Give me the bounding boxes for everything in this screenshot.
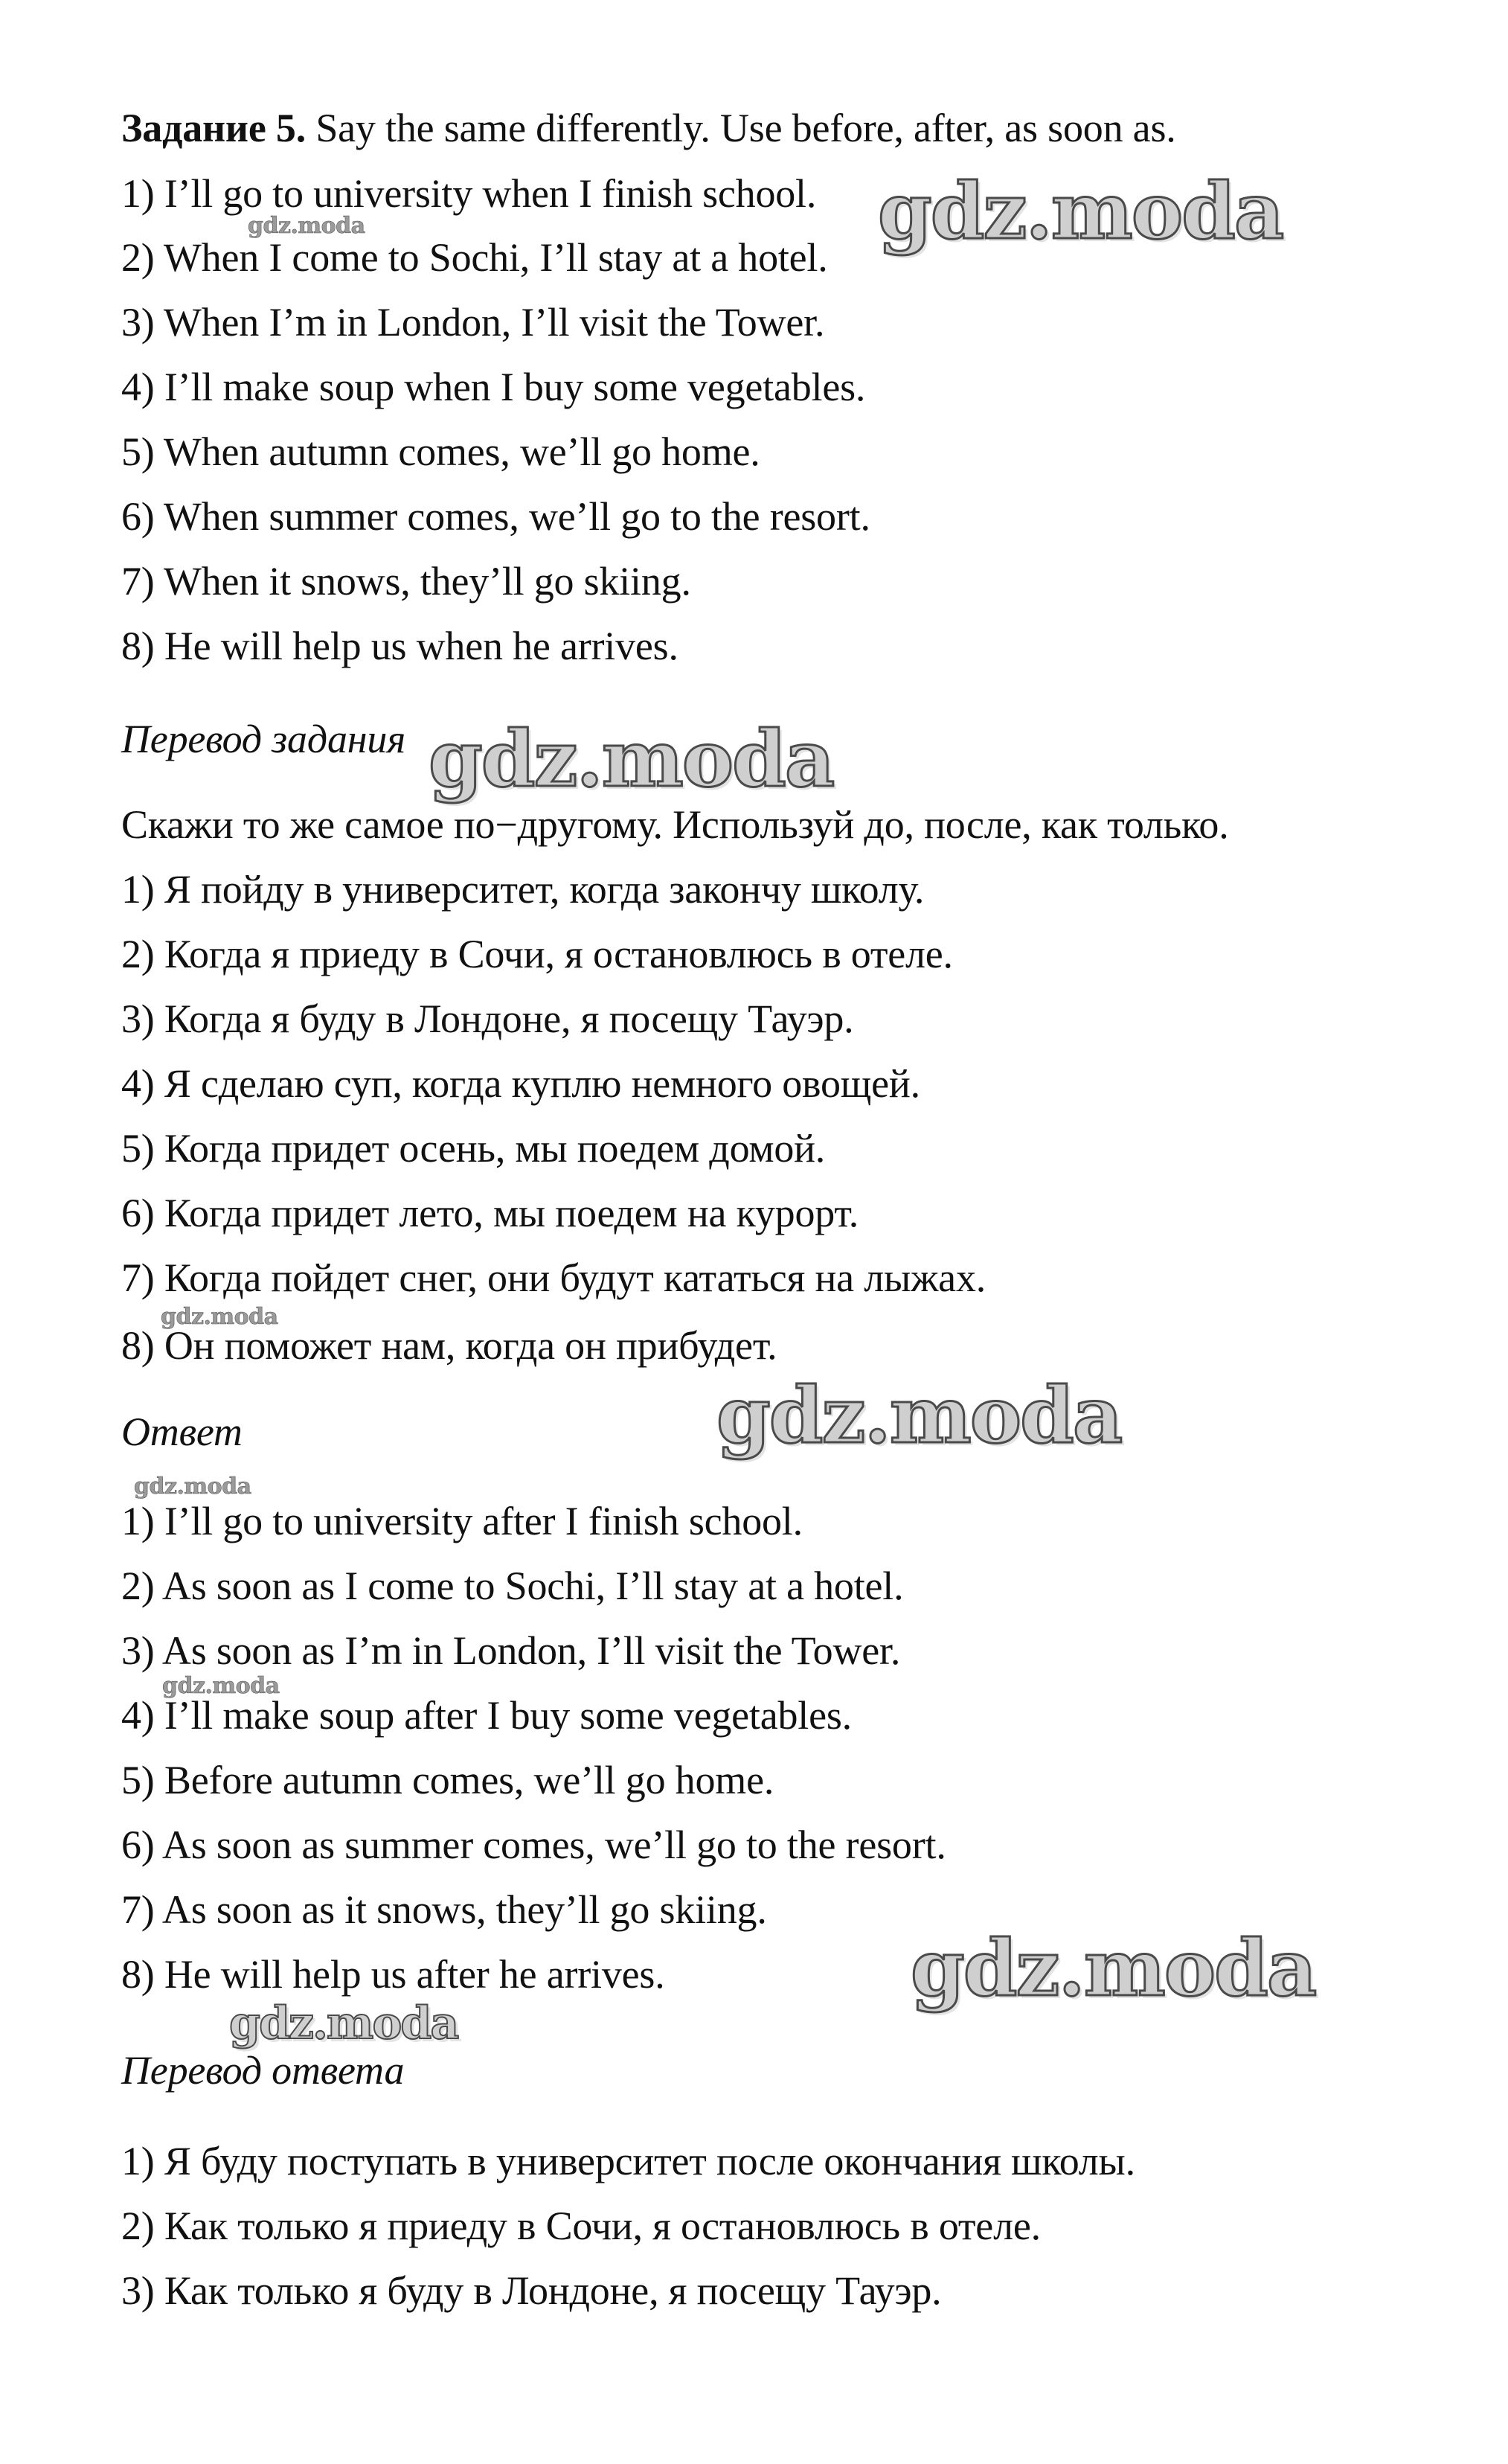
- task-instruction: Say the same differently. Use before, after, as soon as.: [315, 106, 1176, 150]
- watermark-logo: gdz.moda: [878, 165, 1283, 257]
- answer-item: 6) As soon as summer comes, we’ll go to the resort.: [121, 1823, 946, 1867]
- translation-item: 5) Когда придет осень, мы поедем домой.: [121, 1126, 826, 1171]
- answer-item: 8) He will help us after he arrives.: [121, 1952, 665, 1997]
- translation-instruction: Скажи то же самое по−другому. Используй до, после, как только.: [121, 802, 1229, 847]
- answer-translation-item: 3) Как только я буду в Лондоне, я посещу Тауэр.: [121, 2268, 942, 2313]
- translation-item: 7) Когда пойдет снег, они будут кататься на лыжах.: [121, 1255, 986, 1300]
- answer-item: 4) I’ll make soup after I buy some vegetables.: [121, 1693, 852, 1738]
- watermark-small: gdz.moda: [248, 213, 365, 239]
- translation-item: 3) Когда я буду в Лондоне, я посещу Тауэр.: [121, 996, 854, 1041]
- watermark-small: gdz.moda: [161, 1304, 278, 1330]
- task-title: [121, 104, 1176, 152]
- watermark-small: gdz.moda: [162, 1673, 280, 1699]
- task-item: 5) When autumn comes, we’ll go home.: [121, 429, 760, 474]
- translation-item: 8) Он поможет нам, когда он прибудет.: [121, 1323, 777, 1368]
- task-item: 2) When I come to Sochi, I’ll stay at a hotel.: [121, 235, 828, 280]
- watermark-logo: gdz.moda: [716, 1369, 1122, 1461]
- task-item: 1) I’ll go to university when I finish school.: [121, 171, 817, 216]
- answer-item: 5) Before autumn comes, we’ll go home.: [121, 1758, 774, 1802]
- translation-item: 6) Когда придет лето, мы поедем на курорт.: [121, 1191, 859, 1235]
- watermark-small: gdz.moda: [134, 1473, 251, 1500]
- answer-translation-heading: Перевод ответа: [121, 2048, 405, 2093]
- answer-translation-item: 2) Как только я приеду в Сочи, я остановлюсь в отеле.: [121, 2204, 1041, 2248]
- task-item: 6) When summer comes, we’ll go to the resort.: [121, 494, 870, 539]
- answer-item: 3) As soon as I’m in London, I’ll visit the Tower.: [121, 1628, 901, 1673]
- translation-heading: Перевод задания: [121, 717, 406, 761]
- task-item: 4) I’ll make soup when I buy some vegetables.: [121, 365, 866, 409]
- task-item: 7) When it snows, they’ll go skiing.: [121, 559, 691, 604]
- task-label: Задание 5.: [121, 106, 307, 150]
- translation-item: 2) Когда я приеду в Сочи, я остановлюсь в отеле.: [121, 932, 953, 976]
- watermark-logo: gdz.moda: [429, 713, 834, 804]
- translation-item: 1) Я пойду в университет, когда закончу школу.: [121, 867, 925, 912]
- answer-item: 1) I’ll go to university after I finish school.: [121, 1499, 803, 1543]
- answer-item: 7) As soon as it snows, they’ll go skiing.: [121, 1887, 767, 1932]
- task-item: 8) He will help us when he arrives.: [121, 624, 678, 668]
- answer-translation-item: 1) Я буду поступать в университет после окончания школы.: [121, 2139, 1135, 2183]
- translation-item: 4) Я сделаю суп, когда куплю немного овощей.: [121, 1061, 920, 1106]
- task-item: 3) When I’m in London, I’ll visit the Tower.: [121, 300, 825, 345]
- answer-heading: Ответ: [121, 1409, 243, 1454]
- watermark-logo: gdz.moda: [911, 1922, 1316, 2014]
- answer-item: 2) As soon as I come to Sochi, I’ll stay at a hotel.: [121, 1564, 904, 1608]
- watermark-logo: gdz.moda: [229, 1997, 458, 2049]
